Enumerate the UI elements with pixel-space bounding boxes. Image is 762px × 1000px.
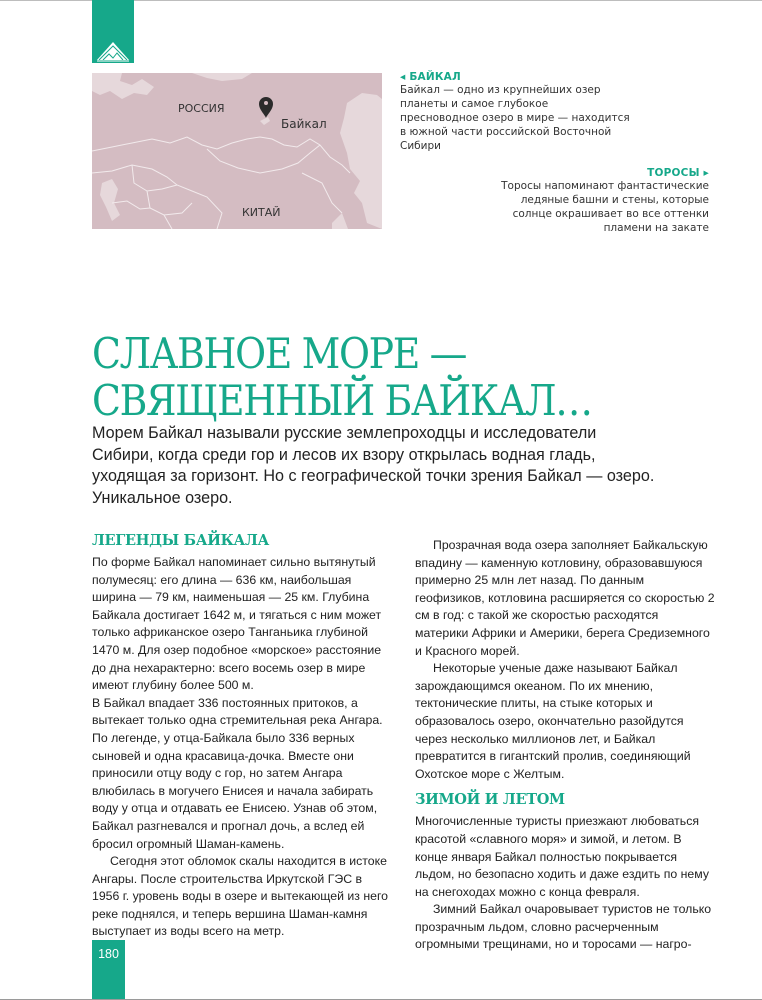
location-map <box>92 73 382 229</box>
caption-baikal-title: ◂ БАЙКАЛ <box>400 71 461 83</box>
arrow-right-icon: ▸ <box>703 167 709 179</box>
page-number-tab <box>92 940 125 1000</box>
section-tab <box>92 0 134 63</box>
arrow-left-icon: ◂ <box>400 71 406 83</box>
map-graphic <box>92 73 382 229</box>
paragraph: Некоторые ученые даже называют Байкал зарождающимся океаном. По их мнению, тектонические плиты, на стыке которых и образовалось озеро, окончательно разойдутся через несколько миллионов лет, и Байкал превратится в гигантский пролив, соединяющий Охотское море с Желтым. <box>415 661 691 781</box>
paragraph: Прозрачная вода озера заполняет Байкальскую впадину — каменную котловину, образовавшуюся примерно 25 млн лет назад. По данным геофизиков, котловина расширяется со скоростью 2 см в год: с такой же скоростью расходятся материки Африки и Америки, берега Средиземного и Красного морей. <box>415 538 715 658</box>
caption-baikal <box>400 71 630 153</box>
article-title-line2: СВЯЩЕННЫЙ БАЙКАЛ… <box>92 376 592 425</box>
page-number: 180 <box>98 947 119 961</box>
column-left <box>92 530 392 941</box>
section-heading-winter-summer: ЗИМОЙ И ЛЕТОМ <box>415 791 565 809</box>
location-pin-icon <box>259 97 273 118</box>
caption-torosy-text: Торосы напоминают фантастические ледяные башни и стены, которые солнце окрашивает во все оттенки пламени на закате <box>501 180 709 234</box>
section-heading-legends: ЛЕГЕНДЫ БАЙКАЛА <box>92 532 270 549</box>
caption-torosy-title: ТОРОСЫ ▸ <box>647 167 709 179</box>
article-title <box>92 330 592 424</box>
paragraph: Многочисленные туристы приезжают любоваться красотой «славного моря» и зимой, и летом. В конце января Байкал полностью покрывается льдом, но безопасно ходить и даже ездить по нему на снегоходах можно с конца февраля. <box>415 814 710 899</box>
caption-torosy <box>480 167 709 235</box>
paragraph: Сегодня этот обломок скалы находится в истоке Ангары. После строительства Иркутской ГЭС в 1956 г. уровень воды в озере и вытекающей из него реке поднялся, и теперь вершина Шаман-камня выступает из воды всего на метр. <box>92 854 389 939</box>
paragraph: В Байкал впадает 336 постоянных притоков, а вытекает только одна стремительная река Ангара. По легенде, у отца-Байкала было 336 верных сыновей и одна красавица-дочка. Вместе они приносили отцу воду с гор, но затем Ангара влюбилась в могучего Енисея и начала забирать воду у отца и отдавать ее Енисею. Узнав об этом, Байкал разгневался и прогнал дочь, а вслед ей бросил огромный Шаман-камень. <box>92 695 383 851</box>
article-lead: Морем Байкал называли русские землепроходцы и исследователи Сибири, когда среди гор и лесов их взору открылась водная гладь, уходящая за горизонт. Но с географической точки зрения Байкал — озеро. Уникальное озеро. <box>92 423 655 507</box>
map-label-china: КИТАЙ <box>242 206 281 219</box>
article-title-line1: СЛАВНОЕ МОРЕ — <box>92 329 467 378</box>
paragraph: Зимний Байкал очаровывает туристов не только прозрачным льдом, словно расчерченным огромными трещинами, но и торосами — нагро- <box>415 902 712 952</box>
column-right <box>415 537 715 954</box>
mountain-icon <box>95 36 131 62</box>
caption-baikal-text: Байкал — одно из крупнейших озер планеты и самое глубокое пресноводное озеро в мире — находится в южной части российской Восточной Сибири <box>400 84 630 152</box>
map-label-baikal: Байкал <box>281 117 327 131</box>
map-label-russia: РОССИЯ <box>178 102 225 115</box>
paragraph: По форме Байкал напоминает сильно вытянутый полумесяц: его длина — 636 км, наибольшая ширина — 79 км, наименьшая — 25 км. Глубина Байкала достигает 1642 м, и тягаться с ним может только африканское озеро Танганьика глубиной 1470 м. Для озер подобное «морское» расстояние до дна нехарактерно: всего восемь озер в мире имеют глубину более 500 м. <box>92 555 382 693</box>
